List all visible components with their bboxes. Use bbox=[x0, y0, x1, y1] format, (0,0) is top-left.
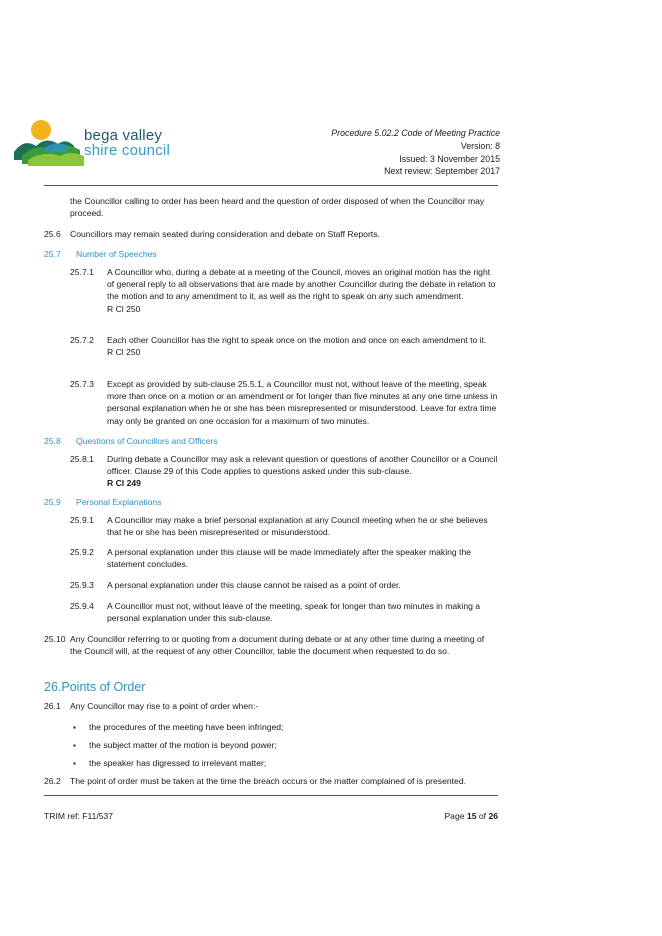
hills-logo-icon bbox=[14, 116, 84, 176]
clause-25-7-3-num: 25.7.3 bbox=[70, 379, 94, 389]
trim-reference: TRIM ref: F11/537 bbox=[44, 811, 114, 821]
section-25-8-num: 25.8 bbox=[44, 436, 61, 446]
logo-text-line1: bega valley bbox=[84, 127, 163, 144]
clause-25-9-3-num: 25.9.3 bbox=[70, 580, 94, 590]
section-25-7-title: Number of Speeches bbox=[76, 249, 157, 259]
clause-25-9-1-text: A Councillor may make a brief personal explanation at any Council meeting when he or she believes that he or she has been misrepresented or misunderstood. bbox=[107, 515, 488, 538]
clause-25-7-1-num: 25.7.1 bbox=[70, 267, 94, 277]
bullet-item: the speaker has digressed to irrelevant matter; bbox=[89, 758, 267, 768]
clause-25-10-text: Any Councillor referring to or quoting from a document during debate or at any other time during a meeting of the Council will, at the request of any other Councillor, table the document when requested to do so. bbox=[70, 634, 485, 657]
section-25-8-title: Questions of Councillors and Officers bbox=[76, 436, 218, 446]
intro-paragraph: the Councillor calling to order has been heard and the question of order disposed of when the Councillor may proceed. bbox=[70, 196, 485, 219]
clause-25-8-1-ref: R Cl 249 bbox=[107, 478, 141, 489]
logo-text-line2: shire council bbox=[84, 142, 170, 159]
document-header bbox=[331, 127, 500, 178]
issued-date: Issued: 3 November 2015 bbox=[399, 153, 500, 164]
bullet-icon: ▪ bbox=[73, 759, 76, 768]
of-word: of bbox=[478, 811, 487, 821]
current-page: 15 bbox=[466, 811, 477, 821]
clause-25-9-3-text: A personal explanation under this clause cannot be raised as a point of order. bbox=[107, 580, 401, 590]
clause-26-2-num: 26.2 bbox=[44, 776, 61, 786]
next-review: Next review: September 2017 bbox=[384, 166, 500, 177]
clause-25-8-1-body: During debate a Councillor may ask a relevant question or questions of another Councillor or a Council officer. Clause 29 of this Code applies to questions asked under this sub-clause. bbox=[107, 454, 498, 477]
clause-25-9-2-num: 25.9.2 bbox=[70, 547, 94, 557]
page-word: Page bbox=[444, 811, 465, 821]
clause-25-7-2-num: 25.7.2 bbox=[70, 335, 94, 345]
clause-25-7-1-text bbox=[107, 266, 499, 315]
section-25-9-num: 25.9 bbox=[44, 497, 61, 507]
clause-25-8-1-num: 25.8.1 bbox=[70, 454, 94, 464]
total-pages: 26 bbox=[488, 811, 498, 821]
version: Version: 8 bbox=[460, 140, 500, 151]
header-divider bbox=[44, 185, 498, 186]
bullet-icon: ▪ bbox=[73, 723, 76, 732]
clause-26-2-text: The point of order must be taken at the time the breach occurs or the matter complained of is presented. bbox=[70, 776, 467, 786]
clause-25-6-num: 25.6 bbox=[44, 229, 61, 239]
clause-26-1-text: Any Councillor may rise to a point of order when:- bbox=[70, 701, 259, 711]
council-logo bbox=[14, 116, 204, 186]
clause-25-7-1-ref: R Cl 250 bbox=[107, 303, 141, 314]
clause-25-6-text: Councillors may remain seated during consideration and debate on Staff Reports. bbox=[70, 229, 380, 239]
clause-25-7-2-text bbox=[107, 334, 499, 358]
section-26-heading: 26.Points of Order bbox=[44, 680, 146, 694]
section-25-9-title: Personal Explanations bbox=[76, 497, 162, 507]
clause-25-10-num: 25.10 bbox=[44, 634, 66, 644]
clause-25-9-4-num: 25.9.4 bbox=[70, 601, 94, 611]
procedure-title: Procedure 5.02.2 Code of Meeting Practice bbox=[331, 128, 500, 138]
clause-25-7-3-text: Except as provided by sub-clause 25.5.1, a Councillor must not, without leave of the meeting, speak more than once on a motion or an amendment or for longer than five minutes at any one time unless in personal explanation when he or she has been misrepresented or misunderstood. Leave for extra time may only be granted on one occasion for a maximum of two minutes. bbox=[107, 379, 498, 426]
clause-25-9-2-text: A personal explanation under this clause will be made immediately after the speaker making the statement concludes. bbox=[107, 547, 472, 570]
clause-25-9-4-text: A Councillor must not, without leave of the meeting, speak for longer than two minutes in making a personal explanation under this sub-clause. bbox=[107, 601, 481, 624]
clause-25-8-1-text bbox=[107, 453, 499, 490]
clause-25-7-2-ref: R Cl 250 bbox=[107, 347, 141, 358]
clause-25-9-1-num: 25.9.1 bbox=[70, 515, 94, 525]
clause-25-7-1-body: A Councillor who, during a debate at a meeting of the Council, moves an original motion has the right of general reply to all observations that are made by another Councillor during the debate in relation to the motion and to any amendment to it, as well as the right to speak on any such amendment. bbox=[107, 267, 496, 302]
bullet-item: the subject matter of the motion is beyond power; bbox=[89, 740, 277, 750]
bullet-icon: ▪ bbox=[73, 741, 76, 750]
clause-26-1-num: 26.1 bbox=[44, 701, 61, 711]
footer-divider bbox=[44, 795, 498, 796]
section-25-7-num: 25.7 bbox=[44, 249, 61, 259]
page-number bbox=[430, 810, 498, 822]
bullet-item: the procedures of the meeting have been infringed; bbox=[89, 722, 284, 732]
clause-25-7-2-body: Each other Councillor has the right to speak once on the motion and once on each amendment to it. bbox=[107, 335, 487, 345]
